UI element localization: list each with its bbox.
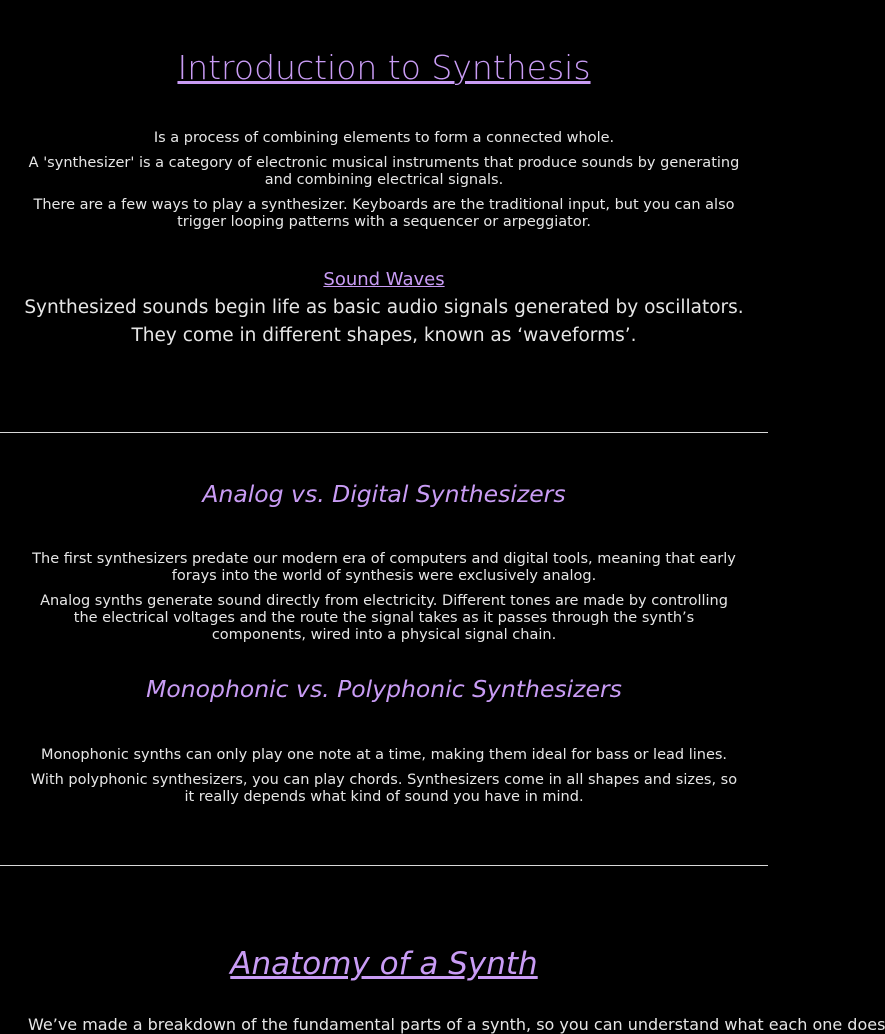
anatomy-partial-text: We’ve made a breakdown of the fundamental parts of a synth, so you can understand what each one does: [28, 1015, 885, 1034]
analog-digital-heading: Analog vs. Digital Synthesizers: [202, 480, 566, 508]
sound-waves-line: Synthesized sounds begin life as basic audio signals generated by oscillators.: [24, 297, 744, 318]
mono-poly-paragraph: With polyphonic synthesizers, you can play chords. Synthesizers come in all shapes and sizes, so it really depends what kind of sound you have in mind.: [30, 772, 738, 805]
sound-waves-text: [0, 294, 768, 350]
intro-title-link[interactable]: Introduction to Synthesis: [177, 48, 591, 87]
intro-paragraph: A 'synthesizer' is a category of electronic musical instruments that produce sounds by generating and combining electrical signals.: [28, 155, 740, 188]
section-divider: [0, 865, 768, 866]
analog-paragraphs: [0, 551, 768, 652]
mono-poly-paragraph: Monophonic synths can only play one note at a time, making them ideal for bass or lead lines.: [40, 747, 728, 763]
analog-paragraph: Analog synths generate sound directly from electricity. Different tones are made by controlling the electrical voltages and the route the signal takes as it passes through the synth’s components, wired into a physical signal chain.: [40, 593, 728, 643]
sound-waves-link[interactable]: Sound Waves: [323, 269, 445, 290]
mono-poly-heading: Monophonic vs. Polyphonic Synthesizers: [146, 675, 622, 703]
mono-poly-paragraphs: [0, 747, 768, 814]
intro-paragraphs: [0, 130, 768, 239]
section-divider: [0, 432, 768, 433]
intro-paragraph: There are a few ways to play a synthesizer. Keyboards are the traditional input, but you can also trigger looping patterns with a sequencer or arpeggiator.: [33, 197, 735, 230]
analog-paragraph: The first synthesizers predate our modern era of computers and digital tools, meaning that early forays into the world of synthesis were exclusively analog.: [32, 551, 736, 584]
intro-paragraph: Is a process of combining elements to form a connected whole.: [153, 130, 615, 146]
anatomy-title-link[interactable]: Anatomy of a Synth: [230, 946, 538, 982]
sound-waves-line: They come in different shapes, known as ‘waveforms’.: [131, 325, 637, 346]
